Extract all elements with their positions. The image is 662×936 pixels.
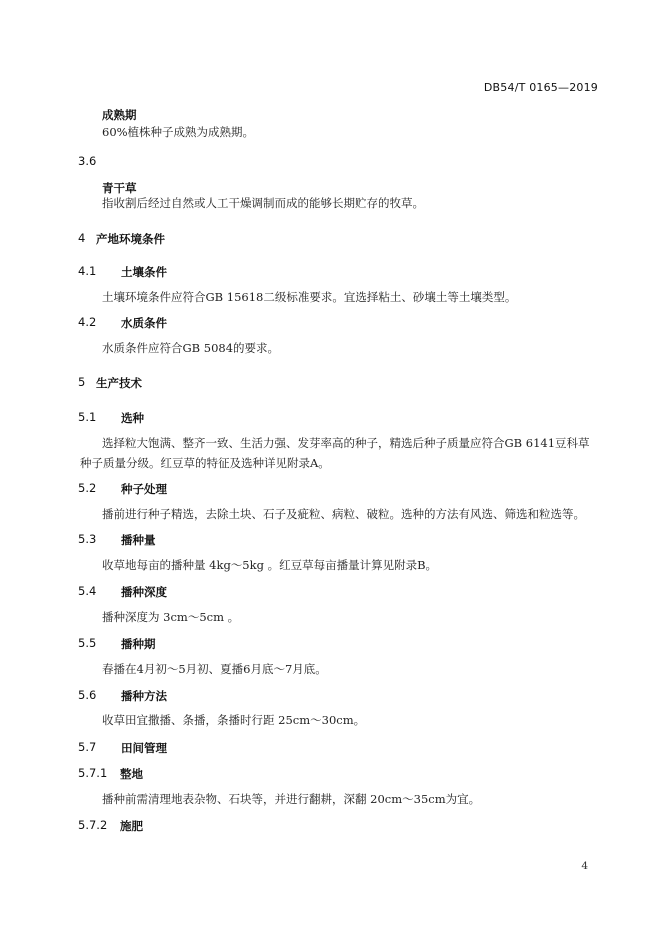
section-number-5-3: 5.3 [78, 532, 97, 546]
section-text-soil: 土壤环境条件应符合GB 15618二级标准要求。宜选择粘土、砂壤土等土壤类型。 [102, 290, 517, 304]
section-text-hay: 指收割后经过自然或人工干燥调制而成的能够长期贮存的牧草。 [102, 196, 424, 210]
section-title-seed-treatment: 种子处理 [121, 482, 167, 496]
section-title-seeding-depth: 播种深度 [121, 585, 167, 599]
section-title-land-preparation: 整地 [120, 767, 143, 781]
section-title-environment: 产地环境条件 [96, 232, 165, 246]
section-number-5-2: 5.2 [78, 481, 97, 495]
document-code: DB54/T 0165—2019 [483, 81, 598, 94]
section-text-seeding-period: 春播在4月初～5月初、夏播6月底～7月底。 [102, 662, 327, 676]
section-number-5-7-1: 5.7.1 [78, 766, 108, 780]
section-number-3-6: 3.6 [78, 154, 97, 168]
section-number-4: 4 [78, 231, 86, 245]
section-text-maturity: 60%植株种子成熟为成熟期。 [102, 125, 255, 139]
section-title-hay: 青干草 [102, 181, 137, 195]
section-text-seeding-depth: 播种深度为 3cm～5cm 。 [102, 610, 240, 624]
section-title-field-management: 田间管理 [121, 741, 167, 755]
section-number-5-7-2: 5.7.2 [78, 818, 108, 832]
section-number-4-2: 4.2 [78, 315, 97, 329]
section-title-maturity: 成熟期 [102, 108, 137, 122]
section-number-5-7: 5.7 [78, 740, 97, 754]
section-number-5: 5 [78, 375, 86, 389]
section-number-5-6: 5.6 [78, 688, 97, 702]
section-title-seeding-period: 播种期 [121, 637, 156, 651]
section-text-seed-selection: 选择粒大饱满、整齐一致、生活力强、发芽率高的种子，精选后种子质量应符合GB 6141豆科草种子质量分级。红豆草的特征及选种详见附录A。 [80, 436, 590, 470]
section-title-water: 水质条件 [121, 316, 167, 330]
section-text-water: 水质条件应符合GB 5084的要求。 [102, 341, 280, 355]
section-text-land-preparation: 播种前需清理地表杂物、石块等，并进行翻耕，深翻 20cm～35cm为宜。 [102, 792, 481, 806]
section-title-soil: 土壤条件 [121, 265, 167, 279]
section-title-seeding-method: 播种方法 [121, 689, 167, 703]
section-number-5-5: 5.5 [78, 636, 97, 650]
section-text-seeding-rate: 收草地每亩的播种量 4kg～5kg 。红豆草每亩播量计算见附录B。 [102, 558, 438, 572]
page-number: 4 [581, 860, 588, 872]
section-title-seed-selection: 选种 [121, 411, 144, 425]
section-title-fertilization: 施肥 [120, 819, 143, 833]
section-text-seeding-method: 收草田宜撒播、条播，条播时行距 25cm～30cm。 [102, 713, 366, 727]
section-number-5-1: 5.1 [78, 410, 97, 424]
section-title-production: 生产技术 [96, 376, 142, 390]
section-number-5-4: 5.4 [78, 584, 97, 598]
section-text-seed-treatment: 播前进行种子精选，去除土块、石子及疵粒、病粒、破粒。选种的方法有风选、筛选和粒选等。 [102, 507, 585, 521]
section-number-4-1: 4.1 [78, 264, 97, 278]
section-title-seeding-rate: 播种量 [121, 533, 156, 547]
